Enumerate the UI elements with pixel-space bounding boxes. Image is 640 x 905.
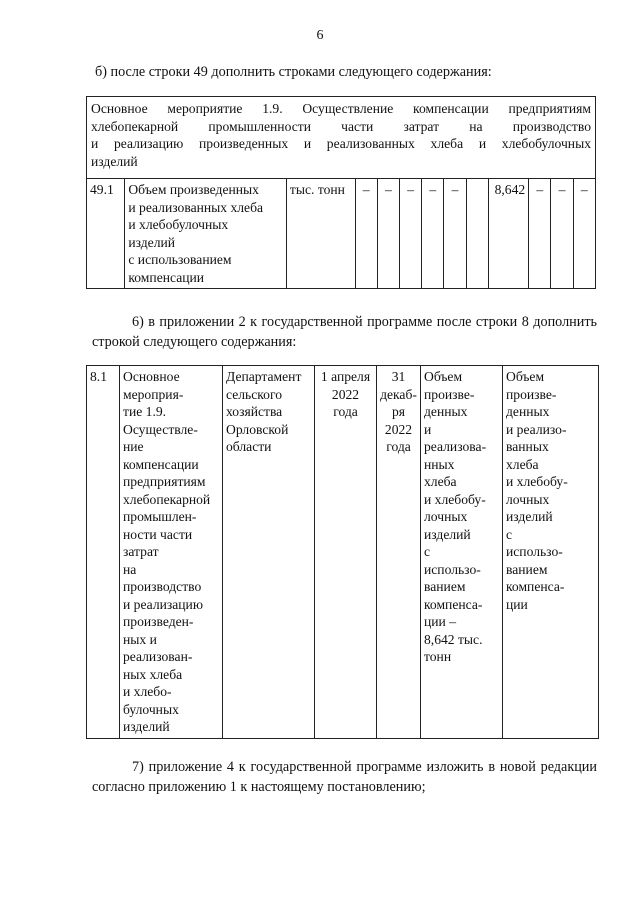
executor-line: хозяйства [226, 404, 283, 419]
result-line: 8,642 тыс. [424, 631, 483, 647]
name-line: тие 1.9. [123, 404, 167, 419]
table-row [87, 366, 599, 739]
end-date-cell [377, 366, 421, 739]
value-cell: – [573, 179, 595, 289]
result-line: изделий [424, 526, 471, 542]
executor-line: сельского [226, 386, 282, 402]
name-line: мероприя- [123, 386, 184, 402]
name-line: Осуществле- [123, 421, 198, 437]
result-line: с [424, 544, 431, 559]
executor-line: Департамент [226, 369, 302, 384]
indicator-line: Объем [506, 369, 545, 384]
result-line: ванием [424, 579, 466, 594]
result-line: компенса- [424, 596, 483, 612]
expected-result-cell [421, 366, 503, 739]
indicator-line: Объем произведенных [128, 182, 259, 197]
value-cell-2022: 8,642 [488, 179, 528, 289]
value-cell: – [444, 179, 466, 289]
result-line: нных [424, 456, 455, 472]
start-line: 1 апреля [320, 369, 371, 384]
value-cell: – [377, 179, 399, 289]
value-cell [466, 179, 488, 289]
paragraph-b: б) после строки 49 дополнить строками следующего содержания: [95, 64, 492, 80]
end-line: года [386, 439, 411, 454]
indicator-line: изделий [506, 509, 553, 524]
name-line: промышлен- [123, 509, 197, 524]
result-line: денных [424, 404, 468, 419]
indicator-line: с использованием [128, 252, 232, 267]
name-line: и хлебо- [123, 684, 172, 699]
activity-table [86, 365, 599, 739]
header-line: Основное мероприятие 1.9. Осуществление компенсации предприятиям [91, 101, 591, 116]
header-line: хлебопекарной промышленности части затрат на производство [91, 118, 591, 134]
value-cell: – [399, 179, 421, 289]
paragraph-7: 7) приложение 4 к государственной программе изложить в новой редакции согласно приложению 1 к настоящему постановлению; [92, 759, 597, 795]
indicator-name [125, 179, 287, 289]
name-line: затрат [123, 544, 159, 559]
start-line: 2022 года [331, 386, 360, 419]
name-line: ных и [123, 631, 157, 647]
name-line: изделий [123, 719, 170, 734]
executor-line: области [226, 439, 272, 454]
executor-line: Орловской [226, 421, 289, 437]
unit-cell: тыс. тонн [286, 179, 355, 289]
indicator-link-cell [503, 366, 599, 739]
name-line: компенсации [123, 456, 199, 472]
name-line: предприятиям [123, 474, 206, 489]
name-line: ности части [123, 526, 193, 542]
value-cell: – [355, 179, 377, 289]
table1-header-cell [87, 97, 596, 179]
name-line: хлебопекарной [123, 491, 211, 507]
result-line: произве- [424, 386, 475, 402]
page-number: 6 [316, 28, 324, 43]
row-number: 8.1 [87, 366, 120, 739]
indicator-line: хлеба [506, 456, 539, 472]
indicator-line: и хлебобу- [506, 474, 568, 489]
indicator-line: с [506, 526, 513, 542]
indicator-line: и реализо- [506, 421, 567, 437]
result-line: тонн [424, 649, 452, 664]
value-cell: – [529, 179, 551, 289]
header-line: и реализацию произведенных и реализованных хлеба и хлебобулочных [91, 136, 591, 151]
row-number: 49.1 [87, 179, 125, 289]
name-line: производство [123, 579, 202, 594]
indicator-line: произве- [506, 386, 557, 402]
end-line: 2022 [384, 421, 413, 437]
indicator-line: лочных [506, 491, 550, 507]
name-line: ных хлеба [123, 666, 183, 682]
result-line: использо- [424, 561, 481, 577]
result-line: хлеба [424, 474, 457, 489]
indicator-line: денных [506, 404, 550, 419]
indicator-line: ванных [506, 439, 549, 454]
executor-cell [223, 366, 315, 739]
indicator-line: ции [506, 596, 528, 612]
indicator-line: ванием [506, 561, 548, 577]
indicator-table [86, 96, 596, 289]
indicator-line: и реализованных хлеба [128, 199, 264, 215]
value-cell: – [551, 179, 573, 289]
end-line: 31 [391, 369, 406, 384]
indicator-line: изделий [128, 234, 176, 250]
result-line: и [424, 421, 432, 437]
result-line: реализова- [424, 439, 487, 454]
indicator-line: использо- [506, 544, 563, 559]
result-line: лочных [424, 509, 468, 524]
indicator-line: компенса- [506, 579, 565, 594]
name-line: реализован- [123, 649, 193, 664]
header-line: изделий [91, 153, 138, 169]
indicator-line: компенсации [128, 269, 205, 285]
result-line: ции – [424, 614, 457, 629]
name-line: Основное [123, 369, 180, 384]
name-line: и реализацию [123, 596, 203, 612]
table-row [87, 179, 596, 289]
name-line: булочных [123, 701, 179, 717]
activity-name [120, 366, 223, 739]
result-line: и хлебобу- [424, 491, 486, 507]
paragraph-6: 6) в приложении 2 к государственной программе после строки 8 дополнить строкой следующего содержания: [92, 314, 597, 350]
name-line: произведен- [123, 614, 194, 629]
table1-header-row [87, 97, 596, 179]
value-cell: – [422, 179, 444, 289]
end-line: декаб- [380, 386, 417, 402]
end-line: ря [391, 404, 406, 419]
start-date-cell [315, 366, 377, 739]
result-line: Объем [424, 369, 463, 384]
name-line: ние [123, 439, 144, 454]
name-line: на [123, 561, 137, 577]
indicator-line: и хлебобулочных [128, 217, 229, 232]
